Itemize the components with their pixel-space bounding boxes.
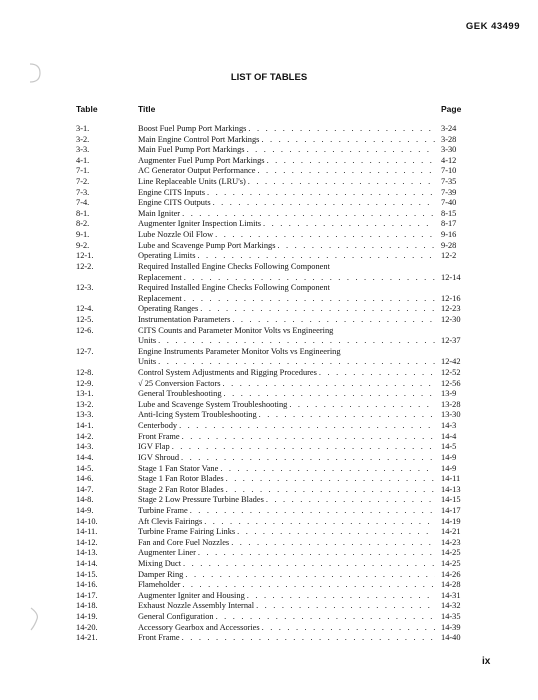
page-number: 9-16 (441, 230, 457, 240)
table-number: 14-20. (76, 622, 98, 632)
list-item (0, 601, 538, 612)
dot-leader (226, 485, 435, 496)
column-header-title: Title (138, 104, 156, 114)
dot-leader (247, 591, 435, 602)
table-title-text: Main Engine Control Port Markings (138, 134, 260, 144)
dot-leader (182, 633, 435, 644)
dot-leader (182, 580, 435, 591)
document-number: GEK 43499 (465, 21, 520, 32)
list-item (0, 188, 538, 199)
table-title-text: Engine CITS Inputs (138, 187, 205, 197)
list-item (0, 527, 538, 538)
table-number: 3-2. (76, 134, 90, 144)
table-title (138, 251, 435, 262)
table-number: 7-1. (76, 166, 90, 176)
dot-leader (183, 559, 435, 570)
dot-leader (182, 209, 435, 220)
list-item (0, 442, 538, 453)
dot-leader (232, 315, 435, 326)
table-title-text: Mixing Duct (138, 558, 182, 568)
table-number: 14-1. (76, 421, 94, 431)
table-title (138, 304, 435, 315)
page-number: 3-28 (441, 134, 457, 144)
table-title-text: Augmenter Igniter Inspection Limits (138, 219, 262, 229)
dot-leader (172, 442, 435, 453)
page-number: 13-9 (441, 389, 457, 399)
table-title-text: Damper Ring (138, 569, 184, 579)
list-item (0, 357, 538, 368)
page-number: 9-28 (441, 240, 457, 250)
page-number: 12-16 (441, 293, 461, 303)
table-title (138, 400, 435, 411)
table-title-text: Operating Ranges (138, 304, 199, 314)
list-item (0, 538, 538, 549)
list-item (0, 485, 538, 496)
table-title (138, 464, 435, 475)
dot-leader (158, 357, 435, 368)
table-title (138, 506, 435, 517)
table-title (138, 368, 435, 379)
dot-leader (226, 474, 435, 485)
table-title-text: CITS Counts and Parameter Monitor Volts vs Engineering (138, 325, 334, 335)
table-number: 9-1. (76, 230, 90, 240)
table-title (138, 326, 435, 337)
table-title-text: Operating Limits (138, 251, 196, 261)
table-title (138, 166, 435, 177)
list-item (0, 453, 538, 464)
table-title (138, 623, 435, 634)
table-title (138, 336, 435, 347)
dot-leader (213, 198, 435, 209)
table-number: 14-18. (76, 601, 98, 611)
table-title (138, 357, 435, 368)
table-title (138, 347, 435, 358)
table-number: 7-2. (76, 177, 90, 187)
table-title (138, 453, 435, 464)
dot-leader (198, 548, 435, 559)
page-number: 13-30 (441, 410, 461, 420)
page-number: 14-19 (441, 516, 461, 526)
page-number: 14-5 (441, 442, 457, 452)
table-title-text: Stage 2 Low Pressure Turbine Blades (138, 495, 264, 505)
table-title (138, 135, 435, 146)
page-number: 3-30 (441, 145, 457, 155)
list-item (0, 548, 538, 559)
table-title-text: Aft Clevis Fairings (138, 516, 203, 526)
page-number: 14-39 (441, 622, 461, 632)
list-item (0, 294, 538, 305)
table-number: 14-16. (76, 580, 98, 590)
table-title-text: Flameholder (138, 580, 181, 590)
table-title (138, 262, 435, 273)
page-number: 8-15 (441, 208, 457, 218)
table-number: 3-1. (76, 124, 90, 133)
page-number: 14-9 (441, 452, 457, 462)
page-number: 14-9 (441, 463, 457, 473)
table-number: 14-11. (76, 527, 98, 537)
list-item (0, 336, 538, 347)
table-title-text: Centerbody (138, 421, 178, 431)
list-item (0, 347, 538, 358)
table-number: 14-19. (76, 612, 98, 622)
table-title-text: IGV Shroud (138, 452, 180, 462)
list-item (0, 135, 538, 146)
dot-leader (204, 517, 435, 528)
page-number: 12-42 (441, 357, 461, 367)
list-item (0, 156, 538, 167)
table-number: 14-5. (76, 463, 94, 473)
list-item (0, 230, 538, 241)
table-title (138, 548, 435, 559)
dot-leader (248, 124, 435, 135)
page-number: 14-26 (441, 569, 461, 579)
table-number: 12-7. (76, 346, 94, 356)
page-title: LIST OF TABLES (230, 72, 308, 83)
table-title (138, 601, 435, 612)
table-title (138, 156, 435, 167)
dot-leader (277, 241, 435, 252)
table-title (138, 410, 435, 421)
page-number: 14-13 (441, 484, 461, 494)
page-number: 12-37 (441, 336, 461, 346)
table-title-text: AC Generator Output Performance (138, 166, 256, 176)
list-item (0, 633, 538, 644)
table-title-text: Line Replaceable Units (LRU's) (138, 177, 246, 187)
list-item (0, 591, 538, 602)
table-title-text: Front Frame (138, 633, 180, 643)
table-title (138, 495, 435, 506)
dot-leader (267, 156, 435, 167)
table-title (138, 474, 435, 485)
table-title (138, 177, 435, 188)
dot-leader (247, 145, 435, 156)
table-number: 14-12. (76, 537, 98, 547)
page-number: 14-25 (441, 558, 461, 568)
dot-leader (259, 410, 435, 421)
table-title (138, 294, 435, 305)
dot-leader (223, 379, 435, 390)
page-number: 7-10 (441, 166, 457, 176)
list-item (0, 241, 538, 252)
table-title-text: Main Igniter (138, 208, 181, 218)
dot-leader (289, 400, 435, 411)
page-number: 7-39 (441, 187, 457, 197)
table-title-text: Engine CITS Outputs (138, 198, 211, 208)
dot-leader (257, 166, 435, 177)
table-number: 4-1. (76, 155, 90, 165)
dot-leader (158, 336, 435, 347)
list-item (0, 283, 538, 294)
table-number: 14-9. (76, 505, 94, 515)
table-title-text: Turbine Frame Fairing Links (138, 527, 236, 537)
list-item (0, 304, 538, 315)
page-number: 12-23 (441, 304, 461, 314)
page-number: 14-23 (441, 537, 461, 547)
table-title-text: Stage 2 Fan Rotor Blades (138, 484, 224, 494)
list-item (0, 198, 538, 209)
list-item (0, 262, 538, 273)
dot-leader (220, 464, 435, 475)
dot-leader (179, 421, 435, 432)
dot-leader (262, 623, 435, 634)
table-number: 12-5. (76, 314, 94, 324)
list-item (0, 517, 538, 528)
table-title-text: Control System Adjustments and Rigging Procedures (138, 368, 317, 378)
list-item (0, 474, 538, 485)
table-title-text: Stage 1 Fan Rotor Blades (138, 474, 224, 484)
table-title-text: Replacement (138, 293, 182, 303)
page-number: 12-14 (441, 272, 461, 282)
page-number: 14-3 (441, 421, 457, 431)
table-title-text: IGV Flap (138, 442, 170, 452)
page-number: 14-17 (441, 505, 461, 515)
page-number: 14-32 (441, 601, 461, 611)
dot-leader (237, 527, 435, 538)
page-number: 14-11 (441, 474, 461, 484)
table-number: 12-6. (76, 325, 94, 335)
table-title-text: Required Installed Engine Checks Following Component (138, 261, 330, 271)
page-number: 14-40 (441, 633, 461, 643)
table-number: 14-21. (76, 633, 98, 643)
list-item (0, 612, 538, 623)
table-title (138, 442, 435, 453)
page-number: 14-35 (441, 612, 461, 622)
page-number: 14-28 (441, 580, 461, 590)
table-number: 14-17. (76, 590, 98, 600)
table-title (138, 315, 435, 326)
table-title-text: General Configuration (138, 612, 214, 622)
page-number: 12-52 (441, 368, 461, 378)
page-number: 14-15 (441, 495, 461, 505)
dot-leader (248, 177, 435, 188)
table-title-text: Required Installed Engine Checks Following Component (138, 283, 330, 293)
table-title (138, 580, 435, 591)
table-title (138, 145, 435, 156)
page-number: 3-24 (441, 124, 457, 133)
list-item (0, 464, 538, 475)
dot-leader (190, 506, 435, 517)
page-number: 7-35 (441, 177, 457, 187)
table-number: 13-1. (76, 389, 94, 399)
page-number: 13-28 (441, 399, 461, 409)
table-title (138, 517, 435, 528)
table-title (138, 124, 435, 135)
table-number: 14-4. (76, 452, 94, 462)
table-title (138, 283, 435, 294)
page-number: 14-31 (441, 590, 461, 600)
table-title (138, 485, 435, 496)
table-title-text: Augmenter Liner (138, 548, 196, 558)
list-item (0, 379, 538, 390)
table-number: 13-3. (76, 410, 94, 420)
table-title (138, 379, 435, 390)
list-item (0, 506, 538, 517)
table-title (138, 188, 435, 199)
dot-leader (184, 273, 435, 284)
table-number: 3-3. (76, 145, 90, 155)
dot-leader (207, 188, 435, 199)
table-number: 12-2. (76, 261, 94, 271)
dot-leader (261, 135, 435, 146)
dot-leader (266, 495, 435, 506)
dot-leader (200, 304, 435, 315)
table-number: 14-6. (76, 474, 94, 484)
table-title-text: Lube and Scavenge Pump Port Markings (138, 240, 276, 250)
table-number: 7-4. (76, 198, 90, 208)
table-title-text: Replacement (138, 272, 182, 282)
list-item (0, 145, 538, 156)
list-item (0, 432, 538, 443)
table-number: 12-4. (76, 304, 94, 314)
table-number: 12-3. (76, 283, 94, 293)
table-title (138, 559, 435, 570)
page-number: 12-2 (441, 251, 457, 261)
page-number: 12-30 (441, 314, 461, 324)
table-number: 14-7. (76, 484, 94, 494)
table-title-text: Turbine Frame (138, 505, 188, 515)
table-list (0, 124, 538, 644)
dot-leader (182, 432, 435, 443)
table-title-text: Lube Nozzle Oil Flow (138, 230, 214, 240)
table-number: 12-8. (76, 368, 94, 378)
table-number: 14-8. (76, 495, 94, 505)
list-item (0, 177, 538, 188)
page-folio: ix (482, 656, 491, 667)
table-title (138, 421, 435, 432)
table-title (138, 273, 435, 284)
list-item (0, 326, 538, 337)
list-item (0, 273, 538, 284)
table-title-text: Lube and Scavenge System Troubleshooting (138, 399, 288, 409)
page-number: 4-12 (441, 155, 457, 165)
table-title (138, 389, 435, 400)
table-title (138, 591, 435, 602)
table-title-text: Accessory Gearbox and Accessories (138, 622, 260, 632)
dot-leader (184, 294, 435, 305)
page-number: 14-25 (441, 548, 461, 558)
table-title (138, 241, 435, 252)
list-item (0, 400, 538, 411)
list-item (0, 166, 538, 177)
table-number: 14-3. (76, 442, 94, 452)
list-item (0, 315, 538, 326)
table-title-text: Exhaust Nozzle Assembly Internal (138, 601, 255, 611)
table-number: 12-1. (76, 251, 94, 261)
table-number: 14-15. (76, 569, 98, 579)
page-number: 14-21 (441, 527, 461, 537)
table-title-text: Engine Instruments Parameter Monitor Volts vs Engineering (138, 346, 341, 356)
list-item (0, 410, 538, 421)
table-number: 14-2. (76, 431, 94, 441)
dot-leader (224, 389, 435, 400)
table-title-text: Fan and Core Fuel Nozzles (138, 537, 230, 547)
dot-leader (319, 368, 435, 379)
list-item (0, 623, 538, 634)
list-item (0, 570, 538, 581)
table-title-text: √ 25 Conversion Factors (138, 378, 221, 388)
table-title (138, 538, 435, 549)
table-title-text: Front Frame (138, 431, 180, 441)
list-item (0, 124, 538, 135)
table-title (138, 198, 435, 209)
page-number: 7-40 (441, 198, 457, 208)
table-title (138, 209, 435, 220)
table-number: 14-13. (76, 548, 98, 558)
table-number: 8-2. (76, 219, 90, 229)
table-title-text: Main Fuel Pump Port Markings (138, 145, 245, 155)
dot-leader (215, 230, 435, 241)
dot-leader (185, 570, 435, 581)
table-number: 9-2. (76, 240, 90, 250)
table-title (138, 527, 435, 538)
table-title-text: General Troubleshooting (138, 389, 222, 399)
list-item (0, 209, 538, 220)
dot-leader (181, 453, 435, 464)
table-number: 14-10. (76, 516, 98, 526)
list-item (0, 580, 538, 591)
dot-leader (256, 601, 435, 612)
dot-leader (216, 612, 435, 623)
table-number: 8-1. (76, 208, 90, 218)
table-title (138, 432, 435, 443)
dot-leader (231, 538, 435, 549)
table-title-text: Stage 1 Fan Stator Vane (138, 463, 219, 473)
table-title-text: Instrumentation Parameters (138, 314, 231, 324)
table-title (138, 230, 435, 241)
table-title (138, 219, 435, 230)
table-number: 12-9. (76, 378, 94, 388)
table-title-text: Boost Fuel Pump Port Markings (138, 124, 247, 133)
table-number: 13-2. (76, 399, 94, 409)
page-number: 8-17 (441, 219, 457, 229)
table-title (138, 570, 435, 581)
column-header-page: Page (441, 104, 462, 114)
list-item (0, 421, 538, 432)
dot-leader (263, 219, 435, 230)
page-number: 12-56 (441, 378, 461, 388)
dot-leader (197, 251, 435, 262)
list-item (0, 495, 538, 506)
list-item (0, 251, 538, 262)
list-item (0, 219, 538, 230)
column-header-table: Table (76, 104, 98, 114)
table-title-text: Anti-Icing System Troubleshooting (138, 410, 257, 420)
table-number: 14-14. (76, 558, 98, 568)
table-title (138, 612, 435, 623)
table-number: 7-3. (76, 187, 90, 197)
table-title (138, 633, 435, 644)
table-title-text: Augmenter Igniter and Housing (138, 590, 245, 600)
table-title-text: Augmenter Fuel Pump Port Markings (138, 155, 265, 165)
table-title-text: Units (138, 336, 157, 346)
list-item (0, 368, 538, 379)
list-item (0, 559, 538, 570)
table-title-text: Units (138, 357, 157, 367)
page-number: 14-4 (441, 431, 457, 441)
list-item (0, 389, 538, 400)
